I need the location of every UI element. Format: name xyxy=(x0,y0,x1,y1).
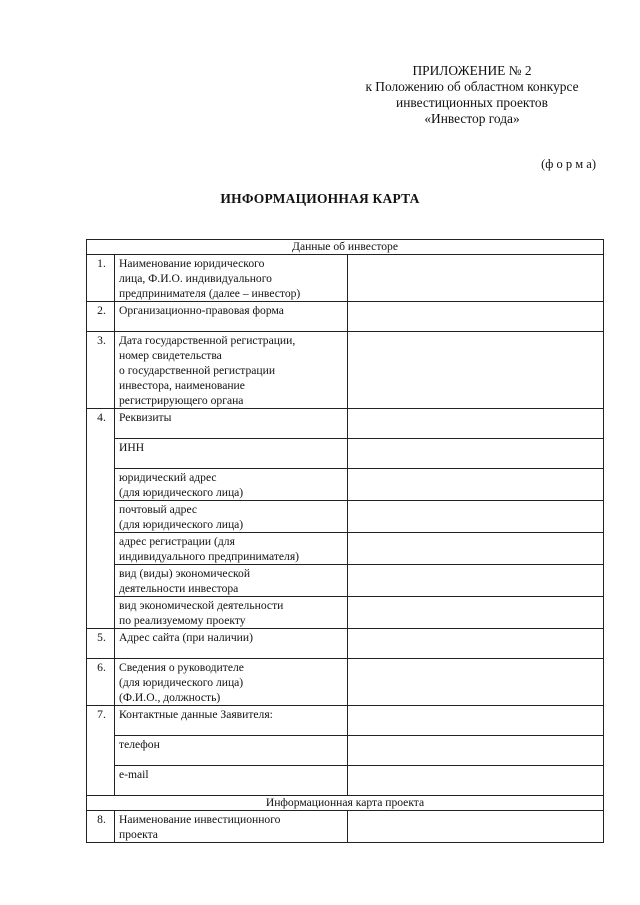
value-cell[interactable] xyxy=(348,811,604,843)
table-row xyxy=(87,706,604,736)
appendix-line: ПРИЛОЖЕНИЕ № 2 xyxy=(412,63,532,78)
value-cell[interactable] xyxy=(348,565,604,597)
row-label: почтовый адрес (для юридического лица) xyxy=(115,501,348,533)
section-header-row xyxy=(87,240,604,255)
value-cell[interactable] xyxy=(348,597,604,629)
row-label: Наименование инвестиционного проекта xyxy=(115,811,348,843)
row-label: Наименование юридического лица, Ф.И.О. индивидуального предпринимателя (далее – инвестор) xyxy=(115,255,348,302)
row-label: Дата государственной регистрации, номер свидетельства о государственной регистрации инвестора, наименование регистрирующего органа xyxy=(115,332,348,409)
row-label: вид (виды) экономической деятельности инвестора xyxy=(115,565,348,597)
appendix-line: инвестиционных проектов xyxy=(396,95,548,110)
table-row xyxy=(87,736,604,766)
table-row xyxy=(87,811,604,843)
table-row xyxy=(87,533,604,565)
row-number: 8. xyxy=(87,811,115,843)
table-row xyxy=(87,469,604,501)
value-cell[interactable] xyxy=(348,736,604,766)
value-cell[interactable] xyxy=(348,439,604,469)
appendix-line: к Положению об областном конкурсе xyxy=(365,79,579,94)
row-label: Контактные данные Заявителя: xyxy=(115,706,348,736)
table-row xyxy=(87,409,604,439)
row-number: 1. xyxy=(87,255,115,302)
table-row xyxy=(87,501,604,533)
page-title: ИНФОРМАЦИОННАЯ КАРТА xyxy=(220,191,420,206)
value-cell[interactable] xyxy=(348,302,604,332)
row-number: 6. xyxy=(87,659,115,706)
table-row xyxy=(87,255,604,302)
row-label: e-mail xyxy=(115,766,348,796)
value-cell[interactable] xyxy=(348,501,604,533)
value-cell[interactable] xyxy=(348,533,604,565)
row-label: ИНН xyxy=(115,439,348,469)
value-cell[interactable] xyxy=(348,766,604,796)
table-row xyxy=(87,565,604,597)
row-label: Организационно-правовая форма xyxy=(115,302,348,332)
info-card-table xyxy=(86,239,604,843)
form-label: (ф о р м а) xyxy=(541,157,596,171)
table-row xyxy=(87,659,604,706)
value-cell[interactable] xyxy=(348,629,604,659)
row-number: 2. xyxy=(87,302,115,332)
row-label: Сведения о руководителе (для юридического лица) (Ф.И.О., должность) xyxy=(115,659,348,706)
row-label: Адрес сайта (при наличии) xyxy=(115,629,348,659)
value-cell[interactable] xyxy=(348,409,604,439)
value-cell[interactable] xyxy=(348,469,604,501)
row-number: 4. xyxy=(87,409,115,629)
row-label: юридический адрес (для юридического лица) xyxy=(115,469,348,501)
row-label: Реквизиты xyxy=(115,409,348,439)
section-title-investor: Данные об инвесторе xyxy=(87,240,604,255)
section-header-row xyxy=(87,796,604,811)
row-number: 7. xyxy=(87,706,115,796)
table-row xyxy=(87,439,604,469)
row-number: 5. xyxy=(87,629,115,659)
row-label: вид экономической деятельности по реализуемому проекту xyxy=(115,597,348,629)
table-row xyxy=(87,302,604,332)
row-label: телефон xyxy=(115,736,348,766)
value-cell[interactable] xyxy=(348,659,604,706)
table-row xyxy=(87,766,604,796)
row-number: 3. xyxy=(87,332,115,409)
value-cell[interactable] xyxy=(348,332,604,409)
table-row xyxy=(87,332,604,409)
value-cell[interactable] xyxy=(348,706,604,736)
table-row xyxy=(87,629,604,659)
section-title-project: Информационная карта проекта xyxy=(87,796,604,811)
appendix-header xyxy=(330,63,614,127)
value-cell[interactable] xyxy=(348,255,604,302)
appendix-line: «Инвестор года» xyxy=(424,111,520,126)
row-label: адрес регистрации (для индивидуального предпринимателя) xyxy=(115,533,348,565)
table-row xyxy=(87,597,604,629)
